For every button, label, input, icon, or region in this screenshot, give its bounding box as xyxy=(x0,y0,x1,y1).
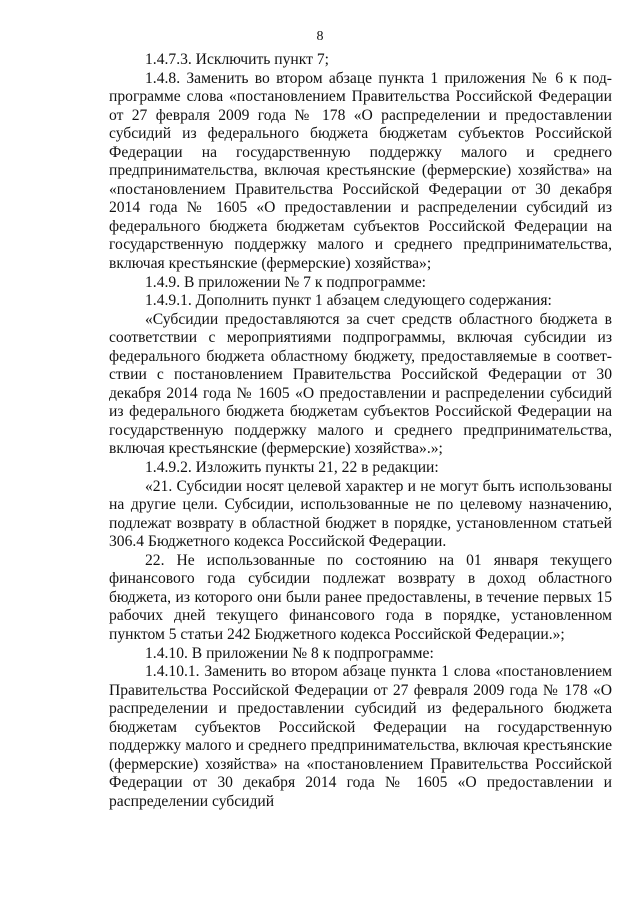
paragraph-1-4-9: 1.4.9. В приложении № 7 к подпрограмме: xyxy=(145,273,426,291)
document-body xyxy=(109,51,612,811)
paragraph-1-4-10: 1.4.10. В приложении № 8 к подпрограмме: xyxy=(145,644,434,662)
page-number: 8 xyxy=(316,29,324,44)
paragraph-item-21: «21. Субсидии носят целевой характер и не могут быть использованы на другие цели. Субсидии, использованные не по целевому назначению, подлежат возврату в областной бюджет в порядке, установленном статьей 306.4 Бюджетного кодекса Российской Федерации. xyxy=(109,477,612,551)
paragraph-1-4-7-3: 1.4.7.3. Исключить пункт 7; xyxy=(145,51,329,68)
paragraph-1-4-10-1: 1.4.10.1. Заменить во втором абзаце пункта 1 слова «постановлением Правительства Российской Федерации от 27 февраля 2009 года № 178 «О распределении и предоставлении субсидий из федерального бюджета бюджетам субъектов Российской Федерации на государственную поддержку малого и среднего предпринимательства, включая крестьянские (фермерские) хозяйства» на «постановлением Правительства Российской Федерации от 30 декабря 2014 года № 1605 «О предоставлении и распределении субсидий xyxy=(109,663,612,810)
paragraph-1-4-9-1: 1.4.9.1. Дополнить пункт 1 абзацем следующего содержания: xyxy=(145,292,552,310)
paragraph-subsidies-quote: «Субсидии предоставляются за счет средств областного бюджета в соответствии с мероприятиями подпрограммы, включая субсидии из федерального бюджета областному бюджету, предоставляемые в соответствии с постановлением Правительства Российской Федерации от 30 декабря 2014 года № 1605 «О предоставлении и распределении субсидий из федерального бюджета бюджетам субъектов Российской Федерации на государственную поддержку малого и среднего предпринимательства, включая крестьянские (фермерские) хозяйства».»; xyxy=(109,310,612,458)
paragraph-1-4-8: 1.4.8. Заменить во втором абзаце пункта 1 приложения № 6 к подпрограмме слова «постановлением Правительства Российской Федерации от 27 февраля 2009 года № 178 «О распределении и предоставлении субсидий из федерального бюджета бюджетам субъектов Российской Федерации на государственную поддержку малого и среднего предпринимательства, включая крестьянские (фермерские) хозяйства» на «постановлением Правительства Российской Федерации от 30 декабря 2014 года № 1605 «О предоставлении и распределении субсидий из федерального бюджета бюджетам субъектов Российской Федерации на государственную поддержку малого и среднего предпринимательства, включая крестьянские (фермерские) хозяйства»; xyxy=(109,69,612,273)
paragraph-item-22: 22. Не использованные по состоянию на 01 января текущего финансового года субсидии подлежат возврату в доход областного бюджета, из которого они были ранее предоставлены, в течение первых 15 рабочих дней текущего финансового года в порядке, установленном пунктом 5 статьи 242 Бюджетного кодекса Российской Федерации.»; xyxy=(109,551,612,643)
paragraph-1-4-9-2: 1.4.9.2. Изложить пункты 21, 22 в редакции: xyxy=(145,459,439,477)
